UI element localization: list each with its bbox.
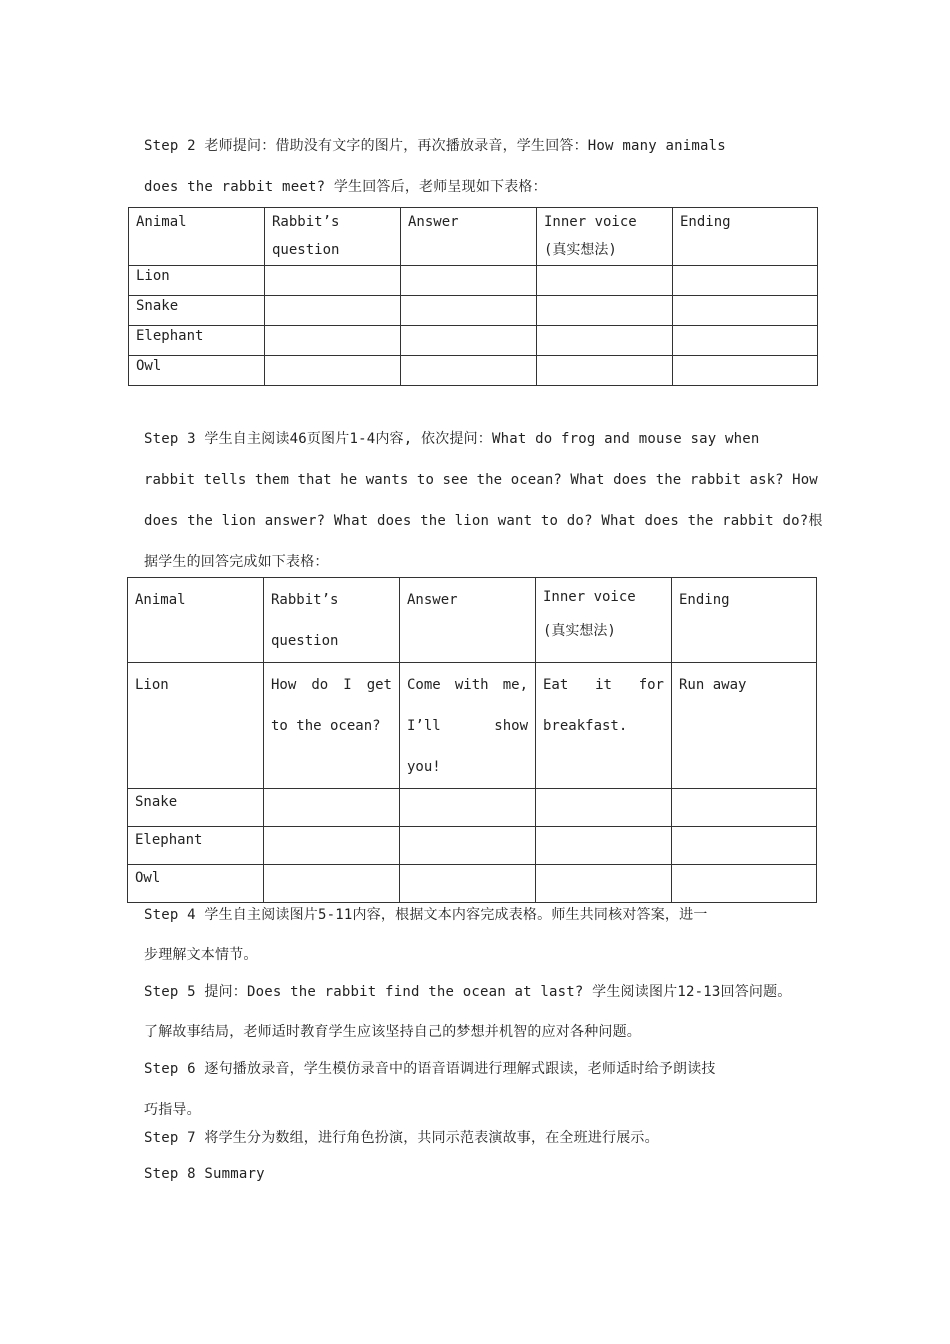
empty-animal-table <box>128 207 818 386</box>
lion-answer: Come with me, I’ll show you! <box>400 663 536 789</box>
step-5-line-1: Step 5 提问：Does the rabbit find the ocean at last? 学生阅读图片12-13回答问题。 <box>144 984 792 1000</box>
row-animal-owl: Owl <box>129 356 265 386</box>
step-7-paragraph <box>144 1126 816 1150</box>
table-row <box>129 296 818 326</box>
step-2-paragraph <box>144 126 816 208</box>
header-animal: Animal <box>129 208 265 266</box>
step-3-line-4: 据学生的回答完成如下表格： <box>144 554 329 570</box>
step-4-paragraph <box>144 895 816 975</box>
row-animal-snake: Snake <box>128 789 264 827</box>
step-3-line-3: does the lion answer? What does the lion want to do? What does the rabbit do?根 <box>144 513 823 529</box>
step-8-line-1: Step 8 Summary <box>144 1166 265 1182</box>
row-animal-owl: Owl <box>128 865 264 903</box>
step-8-paragraph <box>144 1162 816 1186</box>
step-2-line-2: does the rabbit meet? 学生回答后，老师呈现如下表格： <box>144 179 547 195</box>
row-animal-lion: Lion <box>128 663 264 789</box>
step-4-line-1: Step 4 学生自主阅读图片5-11内容，根据文本内容完成表格。师生共同核对答案，进一 <box>144 907 708 923</box>
header-answer: Answer <box>401 208 537 266</box>
table-row <box>128 827 817 865</box>
row-animal-elephant: Elephant <box>128 827 264 865</box>
table-row <box>129 356 818 386</box>
row-animal-snake: Snake <box>129 296 265 326</box>
step-4-line-2: 步理解文本情节。 <box>144 947 258 963</box>
lion-ending: Run away <box>672 663 817 789</box>
step-2-line-1: Step 2 老师提问：借助没有文字的图片，再次播放录音，学生回答：How many animals <box>144 138 726 154</box>
table-row <box>128 789 817 827</box>
row-animal-lion: Lion <box>129 266 265 296</box>
lion-inner-voice: Eat it for breakfast. <box>536 663 672 789</box>
step-3-line-2: rabbit tells them that he wants to see the ocean? What does the rabbit ask? How <box>144 472 818 488</box>
table-row <box>129 266 818 296</box>
row-animal-elephant: Elephant <box>129 326 265 356</box>
step-5-line-2: 了解故事结局，老师适时教育学生应该坚持自己的梦想并机智的应对各种问题。 <box>144 1024 641 1040</box>
header-question: Rabbit’s question <box>265 208 401 266</box>
table-row <box>128 663 817 789</box>
step-6-line-2: 巧指导。 <box>144 1102 201 1118</box>
header-ending: Ending <box>672 578 817 663</box>
step-3-line-1: Step 3 学生自主阅读46页图片1-4内容, 依次提问：What do frog and mouse say when <box>144 431 760 447</box>
table-row <box>129 326 818 356</box>
header-inner-voice: Inner voice (真实想法) <box>537 208 673 266</box>
header-animal: Animal <box>128 578 264 663</box>
step-6-line-1: Step 6 逐句播放录音，学生模仿录音中的语音语调进行理解式跟读，老师适时给予朗读技 <box>144 1061 716 1077</box>
header-answer: Answer <box>400 578 536 663</box>
header-inner-voice: Inner voice (真实想法) <box>536 578 672 663</box>
lion-question: How do I get to the ocean? <box>264 663 400 789</box>
step-5-paragraph <box>144 972 816 1052</box>
header-ending: Ending <box>673 208 818 266</box>
header-question: Rabbit’s question <box>264 578 400 663</box>
step-7-line-1: Step 7 将学生分为数组，进行角色扮演，共同示范表演故事，在全班进行展示。 <box>144 1130 659 1146</box>
lion-answer-table <box>127 577 817 903</box>
step-6-paragraph <box>144 1049 816 1131</box>
step-3-paragraph <box>144 419 823 583</box>
table-header-row <box>128 578 817 663</box>
table-header-row <box>129 208 818 266</box>
